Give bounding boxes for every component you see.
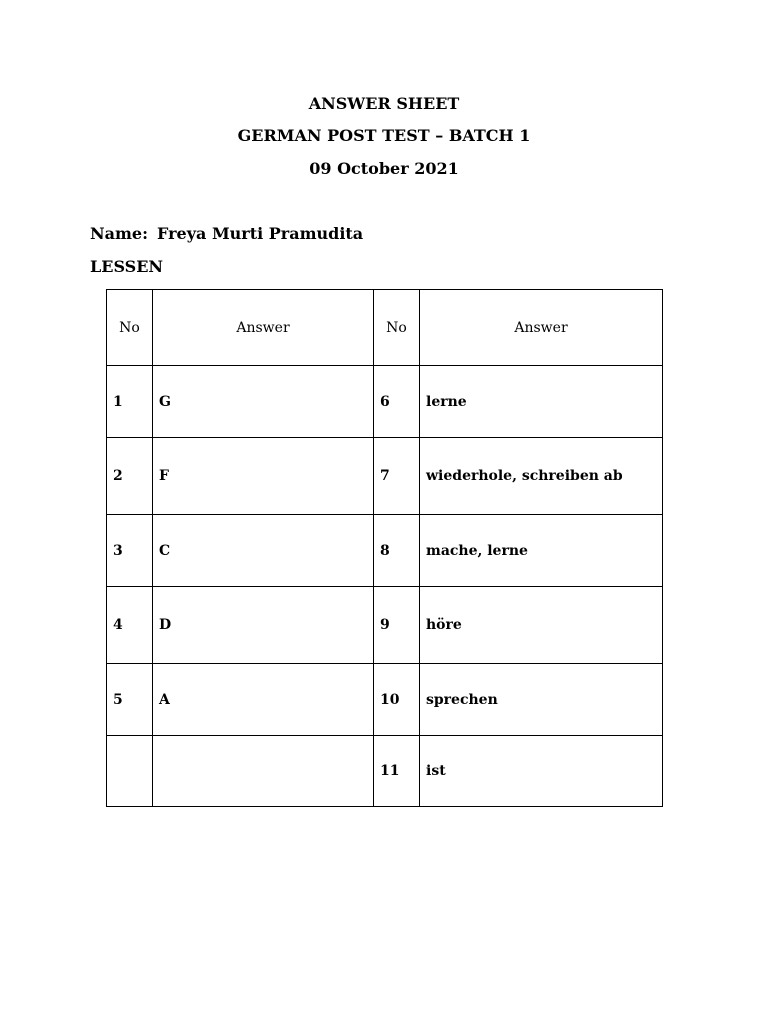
answer-cell: wiederhole, schreiben ab — [420, 438, 663, 515]
test-subtitle: GERMAN POST TEST – BATCH 1 — [237, 126, 531, 145]
question-number: 5 — [107, 664, 153, 736]
sheet-title: ANSWER SHEET — [308, 94, 460, 113]
answer-cell: C — [153, 515, 374, 587]
table-row — [107, 438, 663, 515]
answer-cell: D — [153, 587, 374, 664]
answer-cell: höre — [420, 587, 663, 664]
header-answer-left: Answer — [153, 290, 374, 366]
name-label: Name: — [90, 224, 149, 243]
question-number: 11 — [374, 736, 420, 807]
header-answer-right: Answer — [420, 290, 663, 366]
question-number — [107, 736, 153, 807]
answer-cell: F — [153, 438, 374, 515]
header-no-right: No — [374, 290, 420, 366]
question-number: 4 — [107, 587, 153, 664]
student-name-line — [90, 224, 363, 244]
test-date: 09 October 2021 — [309, 159, 459, 178]
answer-cell — [153, 736, 374, 807]
question-number: 9 — [374, 587, 420, 664]
answer-cell: mache, lerne — [420, 515, 663, 587]
answer-cell: lerne — [420, 366, 663, 438]
question-number: 1 — [107, 366, 153, 438]
table-header-row — [107, 290, 663, 366]
header-no-left: No — [107, 290, 153, 366]
student-name: Freya Murti Pramudita — [157, 224, 364, 243]
table-row — [107, 736, 663, 807]
section-title: LESSEN — [90, 257, 164, 276]
answer-table — [106, 289, 663, 807]
answer-cell: ist — [420, 736, 663, 807]
table-row — [107, 515, 663, 587]
table-row — [107, 587, 663, 664]
question-number: 6 — [374, 366, 420, 438]
question-number: 8 — [374, 515, 420, 587]
question-number: 7 — [374, 438, 420, 515]
answer-cell: A — [153, 664, 374, 736]
table-row — [107, 366, 663, 438]
answer-cell: G — [153, 366, 374, 438]
question-number: 3 — [107, 515, 153, 587]
table-row — [107, 664, 663, 736]
question-number: 10 — [374, 664, 420, 736]
question-number: 2 — [107, 438, 153, 515]
answer-cell: sprechen — [420, 664, 663, 736]
